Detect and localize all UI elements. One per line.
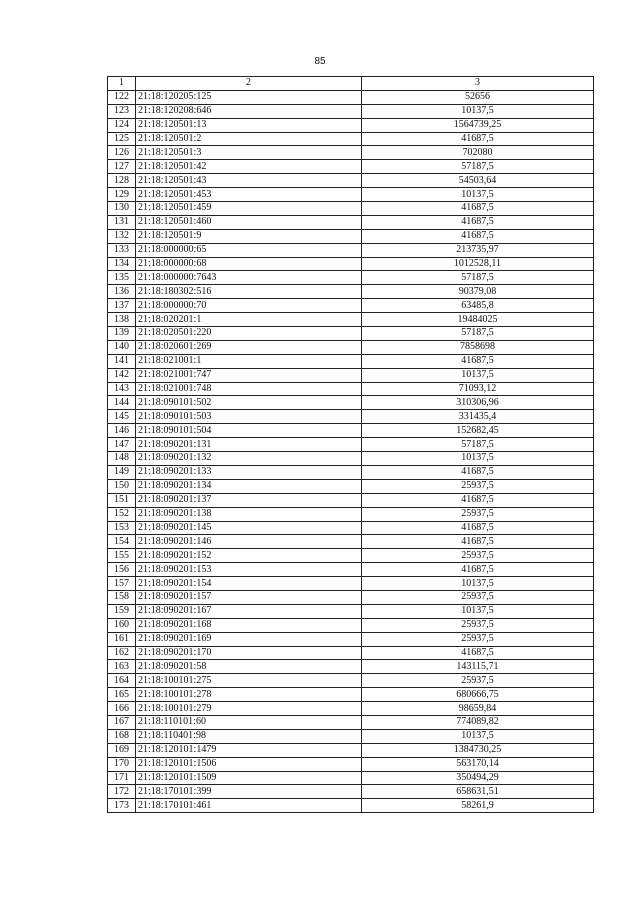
table-row — [108, 188, 594, 202]
value-cell: 1564739,25 — [362, 118, 594, 132]
table-row — [108, 646, 594, 660]
table-row — [108, 590, 594, 604]
value-cell: 41687,5 — [362, 202, 594, 216]
cadastral-number-cell: 21:18:090201:169 — [136, 632, 362, 646]
value-cell: 54503,64 — [362, 174, 594, 188]
data-table — [107, 76, 594, 813]
table-row — [108, 507, 594, 521]
row-number-cell: 137 — [108, 299, 136, 313]
cadastral-number-cell: 21:18:170101:399 — [136, 785, 362, 799]
cadastral-number-cell: 21:18:100101:275 — [136, 674, 362, 688]
row-number-cell: 142 — [108, 368, 136, 382]
table-row — [108, 215, 594, 229]
value-cell: 10137,5 — [362, 188, 594, 202]
table-row — [108, 632, 594, 646]
value-cell: 57187,5 — [362, 160, 594, 174]
value-cell: 25937,5 — [362, 618, 594, 632]
cadastral-number-cell: 21:18:090201:138 — [136, 507, 362, 521]
row-number-cell: 135 — [108, 271, 136, 285]
row-number-cell: 140 — [108, 340, 136, 354]
table-row — [108, 757, 594, 771]
table-row — [108, 424, 594, 438]
cadastral-number-cell: 21:18:120205:125 — [136, 90, 362, 104]
cadastral-number-cell: 21:18:021001:1 — [136, 354, 362, 368]
row-number-cell: 152 — [108, 507, 136, 521]
value-cell: 25937,5 — [362, 632, 594, 646]
value-cell: 563170,14 — [362, 757, 594, 771]
table-row — [108, 577, 594, 591]
row-number-cell: 162 — [108, 646, 136, 660]
row-number-cell: 166 — [108, 702, 136, 716]
table-row — [108, 743, 594, 757]
table-row — [108, 271, 594, 285]
cadastral-number-cell: 21:18:100101:279 — [136, 702, 362, 716]
value-cell: 71093,12 — [362, 382, 594, 396]
cadastral-number-cell: 21:18:090101:503 — [136, 410, 362, 424]
row-number-cell: 147 — [108, 438, 136, 452]
value-cell: 41687,5 — [362, 535, 594, 549]
row-number-cell: 148 — [108, 452, 136, 466]
value-cell: 25937,5 — [362, 479, 594, 493]
row-number-cell: 127 — [108, 160, 136, 174]
cadastral-number-cell: 21:18:000000:68 — [136, 257, 362, 271]
value-cell: 213735,97 — [362, 243, 594, 257]
value-cell: 57187,5 — [362, 271, 594, 285]
table-row — [108, 146, 594, 160]
value-cell: 1012528,11 — [362, 257, 594, 271]
table-row — [108, 382, 594, 396]
cadastral-number-cell: 21:18:110101:60 — [136, 715, 362, 729]
row-number-cell: 150 — [108, 479, 136, 493]
table-row — [108, 313, 594, 327]
cadastral-number-cell: 21:18:120501:3 — [136, 146, 362, 160]
cadastral-number-cell: 21:18:090101:502 — [136, 396, 362, 410]
cadastral-number-cell: 21:18:090201:167 — [136, 604, 362, 618]
table-row — [108, 160, 594, 174]
table-row — [108, 785, 594, 799]
cadastral-number-cell: 21:18:120101:1506 — [136, 757, 362, 771]
table-body — [108, 90, 594, 812]
cadastral-number-cell: 21:18:090201:146 — [136, 535, 362, 549]
row-number-cell: 145 — [108, 410, 136, 424]
row-number-cell: 129 — [108, 188, 136, 202]
cadastral-number-cell: 21:18:020201:1 — [136, 313, 362, 327]
row-number-cell: 159 — [108, 604, 136, 618]
table-row — [108, 285, 594, 299]
value-cell: 658631,51 — [362, 785, 594, 799]
table-row — [108, 660, 594, 674]
cadastral-number-cell: 21:18:090201:133 — [136, 465, 362, 479]
row-number-cell: 136 — [108, 285, 136, 299]
table-row — [108, 229, 594, 243]
row-number-cell: 125 — [108, 132, 136, 146]
cadastral-number-cell: 21:18:090201:168 — [136, 618, 362, 632]
table-row — [108, 618, 594, 632]
row-number-cell: 139 — [108, 327, 136, 341]
cadastral-number-cell: 21:18:120501:459 — [136, 202, 362, 216]
cadastral-number-cell: 21:18:000000:70 — [136, 299, 362, 313]
row-number-cell: 160 — [108, 618, 136, 632]
table-row — [108, 327, 594, 341]
cadastral-number-cell: 21:18:020601:269 — [136, 340, 362, 354]
row-number-cell: 156 — [108, 563, 136, 577]
value-cell: 57187,5 — [362, 327, 594, 341]
value-cell: 41687,5 — [362, 563, 594, 577]
cadastral-number-cell: 21:18:180302:516 — [136, 285, 362, 299]
value-cell: 41687,5 — [362, 493, 594, 507]
row-number-cell: 161 — [108, 632, 136, 646]
table-row — [108, 299, 594, 313]
row-number-cell: 172 — [108, 785, 136, 799]
table-row — [108, 535, 594, 549]
table-row — [108, 354, 594, 368]
cadastral-number-cell: 21:18:120101:1479 — [136, 743, 362, 757]
row-number-cell: 123 — [108, 104, 136, 118]
row-number-cell: 128 — [108, 174, 136, 188]
value-cell: 774089,82 — [362, 715, 594, 729]
value-cell: 310306,96 — [362, 396, 594, 410]
table-row — [108, 340, 594, 354]
table-row — [108, 118, 594, 132]
cadastral-number-cell: 21:18:120501:453 — [136, 188, 362, 202]
cadastral-number-cell: 21:18:090201:145 — [136, 521, 362, 535]
value-cell: 41687,5 — [362, 465, 594, 479]
cadastral-number-cell: 21:18:170101:461 — [136, 799, 362, 813]
row-number-cell: 154 — [108, 535, 136, 549]
table-row — [108, 549, 594, 563]
value-cell: 41687,5 — [362, 132, 594, 146]
cadastral-number-cell: 21:18:120501:460 — [136, 215, 362, 229]
value-cell: 10137,5 — [362, 577, 594, 591]
cadastral-number-cell: 21:18:090101:504 — [136, 424, 362, 438]
cadastral-number-cell: 21:18:090201:134 — [136, 479, 362, 493]
value-cell: 41687,5 — [362, 215, 594, 229]
value-cell: 702080 — [362, 146, 594, 160]
row-number-cell: 171 — [108, 771, 136, 785]
cadastral-number-cell: 21:18:100101:278 — [136, 688, 362, 702]
table-header-row — [108, 77, 594, 91]
table-row — [108, 799, 594, 813]
table-row — [108, 90, 594, 104]
row-number-cell: 146 — [108, 424, 136, 438]
table-row — [108, 771, 594, 785]
cadastral-number-cell: 21:18:090201:137 — [136, 493, 362, 507]
value-cell: 57187,5 — [362, 438, 594, 452]
value-cell: 52656 — [362, 90, 594, 104]
cadastral-number-cell: 21:18:120501:13 — [136, 118, 362, 132]
value-cell: 25937,5 — [362, 674, 594, 688]
value-cell: 41687,5 — [362, 521, 594, 535]
row-number-cell: 133 — [108, 243, 136, 257]
cadastral-number-cell: 21:18:090201:170 — [136, 646, 362, 660]
row-number-cell: 170 — [108, 757, 136, 771]
row-number-cell: 126 — [108, 146, 136, 160]
table-row — [108, 396, 594, 410]
value-cell: 63485,8 — [362, 299, 594, 313]
table-row — [108, 257, 594, 271]
table-row — [108, 465, 594, 479]
table-row — [108, 132, 594, 146]
row-number-cell: 153 — [108, 521, 136, 535]
cadastral-number-cell: 21:18:120501:43 — [136, 174, 362, 188]
value-cell: 7858698 — [362, 340, 594, 354]
column-header-1: 1 — [108, 77, 136, 91]
value-cell: 25937,5 — [362, 590, 594, 604]
row-number-cell: 130 — [108, 202, 136, 216]
column-header-3: 3 — [362, 77, 594, 91]
row-number-cell: 149 — [108, 465, 136, 479]
value-cell: 680666,75 — [362, 688, 594, 702]
table-row — [108, 410, 594, 424]
row-number-cell: 132 — [108, 229, 136, 243]
page-number: 85 — [314, 56, 326, 67]
value-cell: 10137,5 — [362, 729, 594, 743]
value-cell: 19484025 — [362, 313, 594, 327]
cadastral-number-cell: 21:18:090201:131 — [136, 438, 362, 452]
row-number-cell: 158 — [108, 590, 136, 604]
table-row — [108, 729, 594, 743]
row-number-cell: 164 — [108, 674, 136, 688]
cadastral-number-cell: 21:18:090201:58 — [136, 660, 362, 674]
row-number-cell: 157 — [108, 577, 136, 591]
row-number-cell: 155 — [108, 549, 136, 563]
value-cell: 152682,45 — [362, 424, 594, 438]
value-cell: 143115,71 — [362, 660, 594, 674]
row-number-cell: 151 — [108, 493, 136, 507]
cadastral-number-cell: 21:18:090201:154 — [136, 577, 362, 591]
row-number-cell: 165 — [108, 688, 136, 702]
row-number-cell: 168 — [108, 729, 136, 743]
table-row — [108, 174, 594, 188]
value-cell: 25937,5 — [362, 549, 594, 563]
table-row — [108, 243, 594, 257]
table-row — [108, 521, 594, 535]
value-cell: 41687,5 — [362, 646, 594, 660]
row-number-cell: 173 — [108, 799, 136, 813]
value-cell: 10137,5 — [362, 604, 594, 618]
row-number-cell: 144 — [108, 396, 136, 410]
row-number-cell: 163 — [108, 660, 136, 674]
table-row — [108, 368, 594, 382]
value-cell: 350494,29 — [362, 771, 594, 785]
value-cell: 41687,5 — [362, 354, 594, 368]
table-row — [108, 104, 594, 118]
column-header-2: 2 — [136, 77, 362, 91]
row-number-cell: 143 — [108, 382, 136, 396]
value-cell: 58261,9 — [362, 799, 594, 813]
table-row — [108, 715, 594, 729]
value-cell: 10137,5 — [362, 452, 594, 466]
value-cell: 90379,08 — [362, 285, 594, 299]
value-cell: 10137,5 — [362, 104, 594, 118]
table-row — [108, 688, 594, 702]
value-cell: 25937,5 — [362, 507, 594, 521]
table-row — [108, 452, 594, 466]
row-number-cell: 141 — [108, 354, 136, 368]
cadastral-number-cell: 21:18:120501:9 — [136, 229, 362, 243]
row-number-cell: 167 — [108, 715, 136, 729]
row-number-cell: 131 — [108, 215, 136, 229]
value-cell: 98659,84 — [362, 702, 594, 716]
row-number-cell: 124 — [108, 118, 136, 132]
value-cell: 41687,5 — [362, 229, 594, 243]
value-cell: 331435,4 — [362, 410, 594, 424]
table-row — [108, 702, 594, 716]
value-cell: 10137,5 — [362, 368, 594, 382]
cadastral-number-cell: 21:18:090201:132 — [136, 452, 362, 466]
table-row — [108, 563, 594, 577]
table-row — [108, 674, 594, 688]
table-row — [108, 479, 594, 493]
cadastral-number-cell: 21:18:120501:42 — [136, 160, 362, 174]
value-cell: 1384730,25 — [362, 743, 594, 757]
cadastral-number-cell: 21:18:120101:1509 — [136, 771, 362, 785]
cadastral-number-cell: 21:18:090201:153 — [136, 563, 362, 577]
cadastral-number-cell: 21:18:000000:65 — [136, 243, 362, 257]
table-row — [108, 202, 594, 216]
cadastral-number-cell: 21:18:110401:98 — [136, 729, 362, 743]
cadastral-number-cell: 21:18:000000:7643 — [136, 271, 362, 285]
row-number-cell: 138 — [108, 313, 136, 327]
cadastral-number-cell: 21:18:021001:748 — [136, 382, 362, 396]
cadastral-number-cell: 21:18:090201:157 — [136, 590, 362, 604]
row-number-cell: 169 — [108, 743, 136, 757]
row-number-cell: 122 — [108, 90, 136, 104]
table-row — [108, 604, 594, 618]
row-number-cell: 134 — [108, 257, 136, 271]
cadastral-number-cell: 21:18:021001:747 — [136, 368, 362, 382]
table-row — [108, 438, 594, 452]
cadastral-number-cell: 21:18:090201:152 — [136, 549, 362, 563]
cadastral-number-cell: 21:18:020501:220 — [136, 327, 362, 341]
cadastral-number-cell: 21:18:120501:2 — [136, 132, 362, 146]
cadastral-number-cell: 21:18:120208:646 — [136, 104, 362, 118]
table-row — [108, 493, 594, 507]
